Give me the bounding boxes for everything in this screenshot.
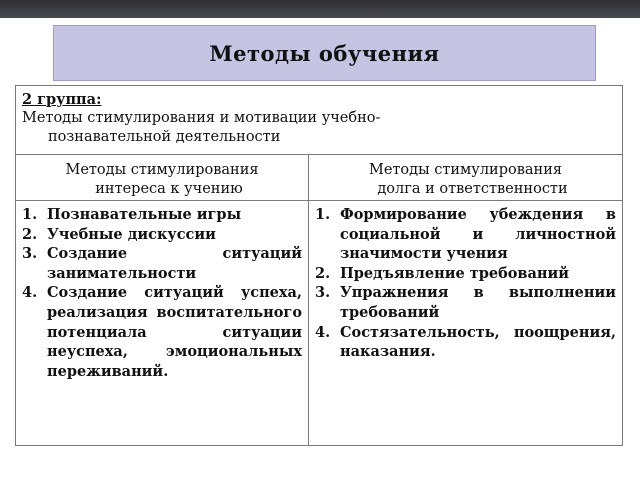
list-item-number: 4. (315, 323, 331, 341)
list-item-number: 3. (315, 284, 331, 302)
list-item (16, 225, 308, 245)
list-item-number: 3. (22, 245, 38, 263)
title-box (53, 25, 596, 81)
list-item-text: Состязательность, поощрения, наказания. (340, 323, 616, 361)
list-item (309, 323, 622, 362)
list-item (309, 205, 622, 264)
slide-title: Методы обучения (209, 40, 440, 66)
right-column-body (309, 200, 622, 445)
right-column-header (309, 155, 622, 200)
list-item (16, 244, 308, 283)
list-item-text: Упражнения в выполнении требований (340, 284, 616, 321)
right-method-list (309, 205, 622, 362)
group-description (22, 109, 616, 147)
list-item-number: 4. (22, 284, 38, 302)
group-description-line1: Методы стимулирования и мотивации учебно- (22, 110, 381, 126)
list-item (16, 205, 308, 225)
list-item-text: Создание ситуаций успеха, реализация воспитательного потенциала ситуации неуспеха, эмоциональных переживаний. (47, 284, 302, 380)
list-item-text: Предъявление требований (340, 264, 570, 282)
list-item-text: Познавательные игры (47, 206, 242, 223)
list-item-number: 2. (22, 225, 38, 243)
list-item-text: Учебные дискуссии (47, 225, 216, 243)
list-item-number: 1. (22, 206, 38, 223)
list-item-text: Создание ситуаций занимательности (47, 245, 302, 282)
group-description-line2: познавательной деятельности (48, 129, 281, 145)
list-item-number: 1. (315, 206, 331, 223)
list-item-text: Формирование убеждения в социальной и личностной значимости учения (340, 206, 616, 263)
list-item (309, 264, 622, 284)
left-header-line2: интереса к учению (95, 181, 243, 197)
methods-table (15, 85, 623, 446)
left-method-list (16, 205, 308, 381)
top-bar (0, 0, 640, 18)
group-label: 2 группа: (22, 91, 102, 108)
left-column-body (16, 200, 309, 445)
list-item-number: 2. (315, 264, 331, 282)
right-header-line2: долга и ответственности (377, 181, 568, 197)
list-item (309, 283, 622, 322)
right-header-line1: Методы стимулирования (368, 162, 563, 178)
list-item (16, 283, 308, 381)
group-cell (16, 86, 622, 155)
left-column-header (16, 155, 309, 200)
left-header-line1: Методы стимулирования (65, 162, 259, 178)
